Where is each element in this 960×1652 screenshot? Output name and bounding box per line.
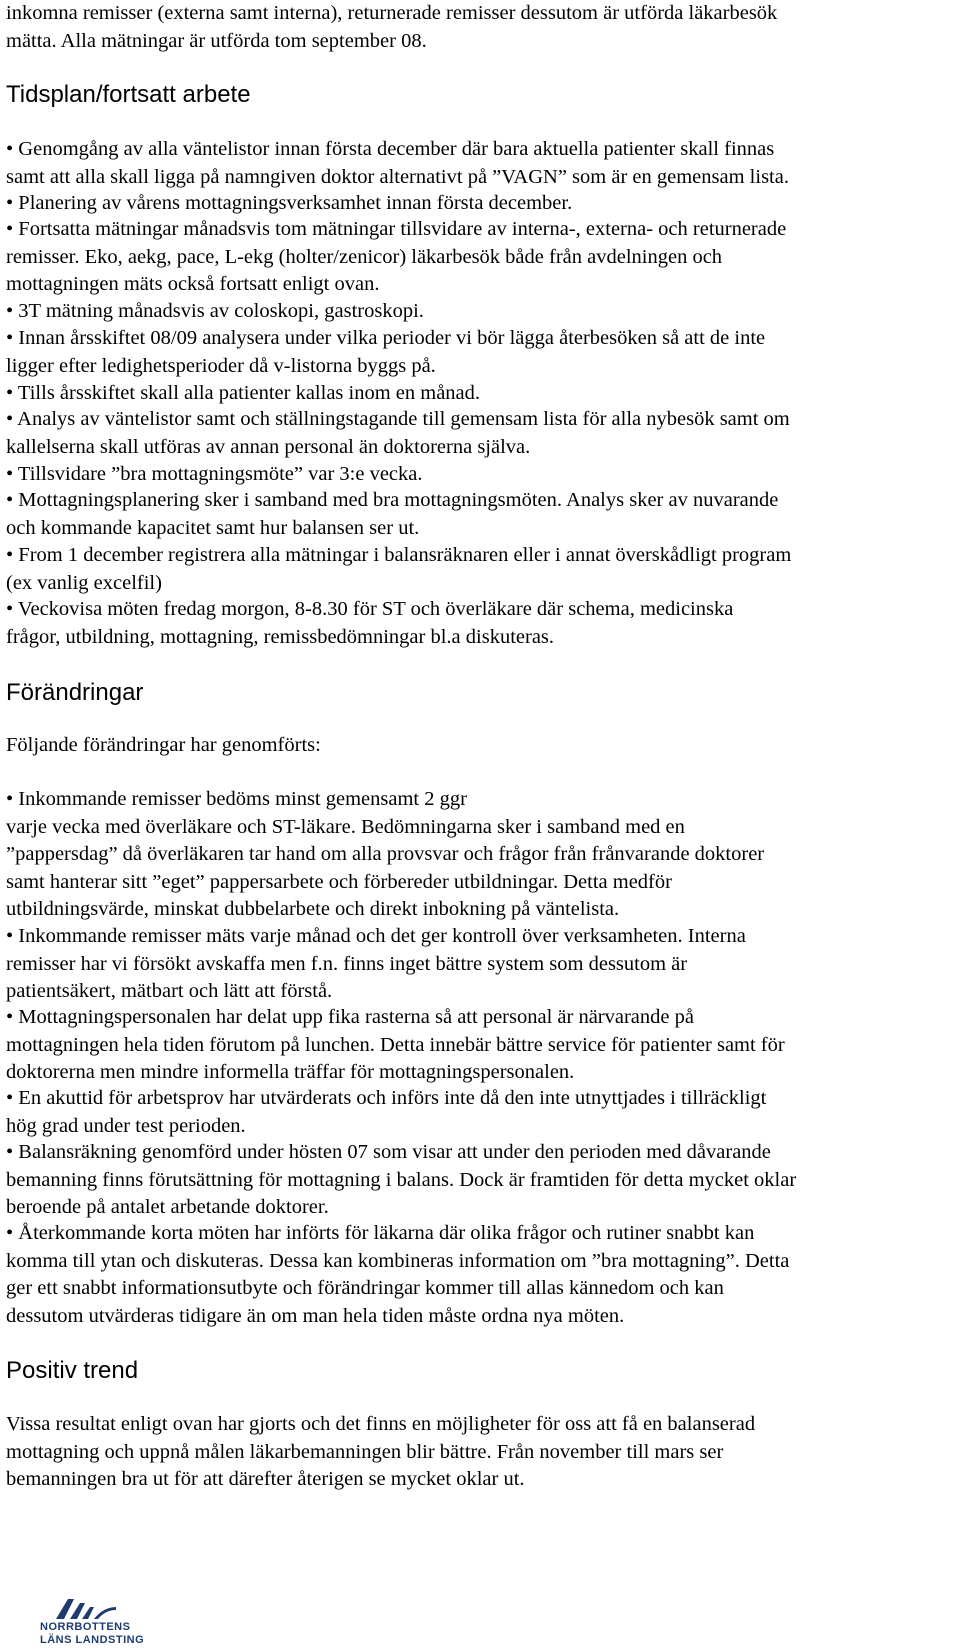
- norrbottens-logo: [40, 1595, 150, 1650]
- logo-text: NORRBOTTENS LÄNS LANDSTING: [40, 1621, 145, 1646]
- positiv-trend-paragraph: Vissa resultat enligt ovan har gjorts och det finns en möjligheter för oss att få en balanserad mottagning och uppnå målen läkarbemanningen blir bättre. Från november till mars ser bemanningen bra ut för att därefter återigen se mycket oklar ut.: [6, 1413, 756, 1490]
- tidsplan-item: • Planering av vårens mottagningsverksamhet innan första december.: [6, 192, 573, 214]
- heading-positiv-trend: Positiv trend: [6, 1357, 139, 1384]
- tidsplan-item: • Tillsvidare ”bra mottagningsmöte” var 3:e vecka.: [6, 463, 423, 485]
- tidsplan-item: • From 1 december registrera alla mätningar i balansräknaren eller i annat överskådligt program (ex vanlig excelfil): [6, 544, 792, 594]
- forandringar-item: • Balansräkning genomförd under hösten 07 som visar att under den perioden med dåvarande bemanning finns förutsättning för mottagning i balans. Dock är framtiden för detta mycket oklar beroende på antalet arbetande doktorer.: [6, 1141, 797, 1218]
- heading-tidsplan: Tidsplan/fortsatt arbete: [6, 81, 251, 108]
- tidsplan-item: • Veckovisa möten fredag morgon, 8-8.30 för ST och överläkare där schema, medicinska frågor, utbildning, mottagning, remissbedömningar bl.a diskuteras.: [6, 598, 734, 648]
- forandringar-item: • Återkommande korta möten har införts för läkarna där olika frågor och rutiner snabbt kan komma till ytan och diskuteras. Dessa kan kombineras information om ”bra mottagning”. Detta ger ett snabbt informationsutbyte och förändringar kommer till allas kännedom och kan dessutom utvärderas tidigare än om man hela tiden måste ordna nya möten.: [6, 1222, 790, 1327]
- tidsplan-item: • Analys av väntelistor samt och ställningstagande till gemensam lista för alla nybesök samt om kallelserna skall utföras av annan personal än doktorerna själva.: [6, 408, 790, 458]
- heading-forandringar: Förändringar: [6, 679, 144, 706]
- forandringar-intro: Följande förändringar har genomförts:: [6, 734, 321, 756]
- tidsplan-item: • Mottagningsplanering sker i samband med bra mottagningsmöten. Analys sker av nuvarande och kommande kapacitet samt hur balansen ser ut.: [6, 489, 779, 539]
- tidsplan-item: • 3T mätning månadsvis av coloskopi, gastroskopi.: [6, 300, 424, 322]
- logo-mark-icon: [50, 1595, 120, 1621]
- forandringar-item: • Inkommande remisser mäts varje månad och det ger kontroll över verksamheten. Interna remisser har vi försökt avskaffa men f.n. finns inget bättre system som dessutom är patientsäkert, mätbart och lätt att förstå.: [6, 925, 746, 1002]
- intro-paragraph: inkomna remisser (externa samt interna), returnerade remisser dessutom är utförda läkarbesök mätta. Alla mätningar är utförda tom september 08.: [6, 2, 778, 52]
- tidsplan-item: • Fortsatta mätningar månadsvis tom mätningar tillsvidare av interna-, externa- och returnerade remisser. Eko, aekg, pace, L-ekg (holter/zenicor) läkarbesök både från avdelningen och mottagningen mäts också fortsatt enligt ovan.: [6, 218, 787, 295]
- tidsplan-item: • Innan årsskiftet 08/09 analysera under vilka perioder vi bör lägga återbesöken så att de inte ligger efter ledighetsperioder då v-listorna byggs på.: [6, 327, 766, 377]
- tidsplan-item: • Tills årsskiftet skall alla patienter kallas inom en månad.: [6, 382, 481, 404]
- forandringar-item: • Inkommande remisser bedöms minst gemensamt 2 ggr varje vecka med överläkare och ST-läkare. Bedömningarna sker i samband med en ”pappersdag” då överläkaren tar hand om alla provsvar och frågor från frånvarande doktorer samt hanterar sitt ”eget” pappersarbete och förbereder utbildningar. Detta medför utbildningsvärde, minskat dubbelarbete och direkt inbokning på väntelista.: [6, 788, 765, 920]
- tidsplan-item: • Genomgång av alla väntelistor innan första december där bara aktuella patienter skall finnas samt att alla skall ligga på namngiven doktor alternativt på ”VAGN” som är en gemensam lista.: [6, 138, 789, 188]
- forandringar-item: • En akuttid för arbetsprov har utvärderats och införs inte då den inte utnyttjades i tillräckligt hög grad under test perioden.: [6, 1087, 767, 1137]
- forandringar-item: • Mottagningspersonalen har delat upp fika rasterna så att personal är närvarande på mottagningen hela tiden förutom på lunchen. Detta innebär bättre service för patienter samt för doktorerna men mindre informella träffar för mottagningspersonalen.: [6, 1006, 785, 1083]
